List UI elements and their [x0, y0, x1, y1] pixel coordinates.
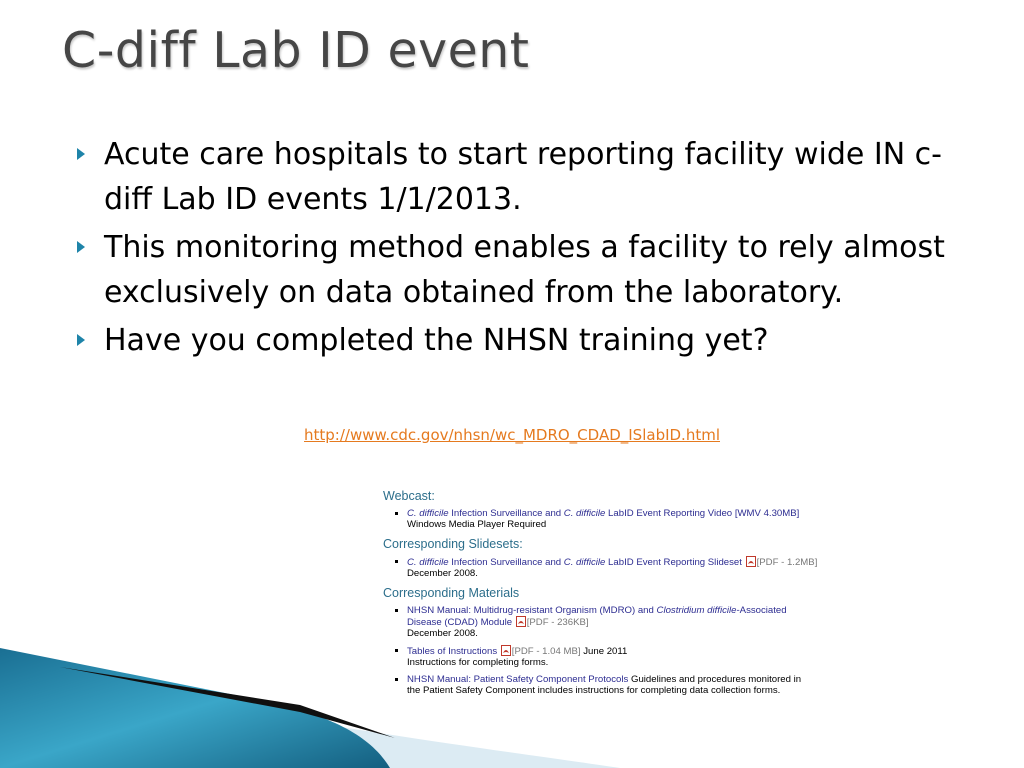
- item-note: Guidelines and procedures monitored in: [628, 674, 802, 685]
- teal-swoosh: [0, 648, 390, 768]
- patient-safety-protocols-link[interactable]: NHSN Manual: Patient Safety Component Protocols: [407, 674, 629, 685]
- bullet-text: Have you completed the NHSN training yet?: [104, 323, 769, 358]
- item-note: December 2008.: [407, 628, 478, 639]
- slideset-link[interactable]: C. difficile Infection Surveillance and C. difficile LabID Event Reporting Slideset: [407, 557, 742, 568]
- bullet-text: This monitoring method enables a facility to rely almost exclusively on data obtained from the laboratory.: [104, 230, 945, 310]
- item-note: Windows Media Player Required: [407, 519, 547, 530]
- file-meta: [WMV 4.30MB]: [732, 508, 800, 519]
- item-note: Instructions for completing forms.: [407, 657, 549, 668]
- item-date: June 2011: [580, 646, 628, 657]
- mdro-manual-link[interactable]: NHSN Manual: Multidrug-resistant Organism (MDRO) and Clostridium difficile-Associated Disease (CDAD) Module: [407, 605, 787, 628]
- webcast-video-link[interactable]: C. difficile Infection Surveillance and C. difficile LabID Event Reporting Video: [407, 508, 733, 519]
- item-note: the Patient Safety Component includes instructions for completing data collection forms.: [407, 685, 781, 696]
- webcast-heading: Webcast:: [383, 489, 435, 503]
- slidesets-heading: Corresponding Slidesets:: [383, 537, 523, 551]
- file-meta: [PDF - 1.04 MB]: [511, 646, 581, 657]
- file-meta: [PDF - 236KB]: [526, 617, 589, 628]
- item-note: December 2008.: [407, 568, 478, 579]
- cdc-link[interactable]: http://www.cdc.gov/nhsn/wc_MDRO_CDAD_ISlabID.html: [304, 426, 720, 444]
- slide-title: C-diff Lab ID event: [62, 22, 530, 79]
- tables-of-instructions-link[interactable]: Tables of Instructions: [407, 646, 498, 657]
- materials-heading: Corresponding Materials: [383, 586, 520, 600]
- file-meta: [PDF - 1.2MB]: [756, 557, 818, 568]
- bullet-text: Acute care hospitals to start reporting facility wide IN c-diff Lab ID events 1/1/2013.: [104, 137, 942, 217]
